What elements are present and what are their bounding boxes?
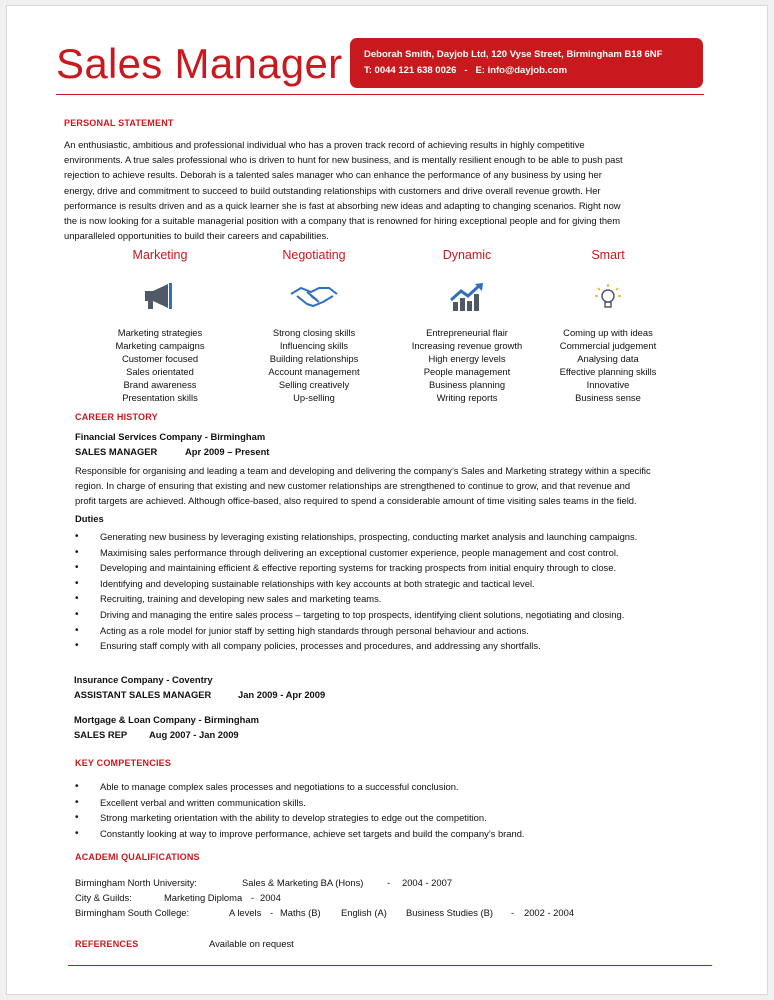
dash: - (511, 907, 515, 918)
qualification-institution: City & Guilds: (75, 892, 132, 903)
references-heading: REFERENCES (75, 939, 139, 949)
dash: - (251, 892, 255, 903)
job2-company: Insurance Company - Coventry (74, 674, 213, 685)
description-line: profit targets are achieved. Although office-based, also required to spend a considerable amount of time visiting sales teams in the field. (75, 495, 637, 507)
skill-column-dynamic (392, 248, 542, 404)
list-item: • Able to manage complex sales processes and negotiations to a successful conclusion. (75, 779, 525, 795)
statement-line: rejection to achieve results. Deborah is a talented sales manager who can enhance the performance of any business by using her (64, 169, 602, 181)
skill-column-marketing (85, 248, 235, 404)
list-item: • Recruiting, training and developing new sales and marketing teams. (75, 591, 637, 607)
skill-item: Effective planning skills (559, 366, 657, 377)
skill-list (85, 326, 235, 404)
list-item: • Driving and managing the entire sales process – targeting to top prospects, identifying client solutions, negotiating and closing. (75, 607, 637, 623)
skill-item: Strong closing skills (272, 327, 356, 338)
skill-item: Customer focused (121, 353, 199, 364)
personal-statement-text (64, 137, 623, 243)
qualification-detail: Marketing Diploma (164, 892, 243, 903)
skill-item: Increasing revenue growth (411, 340, 523, 351)
lightbulb-icon (533, 268, 683, 326)
list-item: • Ensuring staff comply with all company policies, processes and procedures, and addressing any shortfalls. (75, 638, 637, 654)
duties-label: Duties (75, 513, 104, 524)
skill-item: Commercial judgement (559, 340, 657, 351)
job3-role: SALES REP (74, 729, 128, 740)
job1-role: SALES MANAGER (75, 446, 158, 457)
skill-item: Innovative (586, 379, 630, 390)
contact-box (350, 38, 703, 88)
qualification-years: 2002 - 2004 (524, 907, 575, 918)
skill-column-negotiating (239, 248, 389, 404)
qualification-years: 2004 - 2007 (402, 877, 453, 888)
skill-item: Coming up with ideas (563, 327, 653, 338)
qualification-detail: Sales & Marketing BA (Hons) (242, 877, 364, 888)
job2-dates: Jan 2009 - Apr 2009 (238, 689, 326, 700)
skill-title: Smart (591, 248, 625, 262)
skill-item: High energy levels (428, 353, 506, 364)
page-title: Sales Manager (56, 40, 343, 87)
skill-item: Selling creatively (278, 379, 350, 390)
list-item: • Identifying and developing sustainable relationships with key accounts at both strategic and tactical level. (75, 576, 637, 592)
description-line: Responsible for organising and leading a team and developing and delivering the company’s Sales and Marketing strategy within a specific (75, 465, 651, 476)
skill-item: Entrepreneurial flair (426, 327, 508, 338)
qualification-detail: Business Studies (B) (406, 907, 494, 918)
qualification-detail: Maths (B) (280, 907, 321, 918)
qualification-years: 2004 (260, 892, 281, 903)
job1-company: Financial Services Company - Birmingham (75, 431, 266, 442)
competencies-list (75, 779, 525, 841)
skill-item: Business sense (575, 392, 641, 403)
skill-column-smart (533, 248, 683, 404)
skill-list (239, 326, 389, 404)
qualification-detail: A levels (229, 907, 262, 918)
skill-list (392, 326, 542, 404)
job1-dates: Apr 2009 – Present (185, 446, 270, 457)
statement-line: energy, drive and commitment to succeed to build outstanding relationships with customers and drive overall revenue growth. Her (64, 184, 601, 196)
job1-description (75, 463, 651, 509)
references-text: Available on request (209, 938, 294, 949)
description-line: region. In charge of ensuring that existing and new customer relationships are strengthened to continue to grow, and that revenue and (75, 480, 631, 492)
contact-phone-email: T: 0044 121 638 0026 - E: info@dayjob.com (364, 65, 568, 76)
dash: - (387, 877, 391, 888)
statement-line: unparalleled opportunities to build their careers and capabilities. (64, 230, 329, 242)
personal-statement-heading: PERSONAL STATEMENT (64, 118, 174, 128)
skill-item: Brand awareness (123, 379, 197, 390)
statement-line: performance is results driven and as a quick learner she is fast at absorbing new ideas and adapting to changing scenarios. Right now (64, 199, 621, 211)
skill-title: Dynamic (442, 248, 492, 262)
statement-line: environments. A true sales professional who is driven to hunt for new business, and is mentally resilient enough to be able to push past (64, 154, 623, 166)
megaphone-icon (85, 268, 235, 326)
duties-list (75, 529, 637, 654)
list-item: • Developing and maintaining efficient & effective reporting systems for tracking prospects from initial enquiry through to close. (75, 560, 637, 576)
job3-company: Mortgage & Loan Company - Birmingham (74, 714, 259, 725)
skill-title: Marketing (132, 248, 188, 262)
qualification-institution: Birmingham North University: (75, 877, 197, 888)
skill-item: Analysing data (577, 353, 639, 364)
list-item: • Constantly looking at way to improve performance, achieve set targets and build the company’s brand. (75, 826, 525, 842)
list-item: • Excellent verbal and written communication skills. (75, 795, 525, 811)
skill-item: Marketing campaigns (115, 340, 205, 351)
list-item: • Acting as a role model for junior staff by setting high standards through personal behaviour and actions. (75, 623, 637, 639)
statement-line: An enthusiastic, ambitious and professional individual who has a proven track record of achieving results in highly competitive (64, 139, 585, 150)
list-item: • Generating new business by leveraging existing relationships, prospecting, conducting market analysis and launching campaigns. (75, 529, 637, 545)
skill-title: Negotiating (282, 248, 346, 262)
skill-item: Writing reports (436, 392, 498, 403)
growth-chart-icon (392, 268, 542, 326)
skill-item: Influencing skills (279, 340, 349, 351)
skill-item: Up-selling (293, 392, 335, 403)
key-competencies-heading: KEY COMPETENCIES (75, 758, 172, 768)
job2-role: ASSISTANT SALES MANAGER (74, 689, 212, 700)
handshake-icon (239, 268, 389, 326)
header-divider (56, 94, 704, 95)
list-item: • Strong marketing orientation with the ability to develop strategies to edge out the competition. (75, 810, 525, 826)
statement-line: the is now looking for a suitable managerial position with a company that is renowned for hiring exceptional people and for giving them (64, 215, 621, 227)
qualification-institution: Birmingham South College: (75, 907, 190, 918)
skill-item: Business planning (428, 379, 506, 390)
career-history-heading: CAREER HISTORY (75, 412, 158, 422)
skill-item: Account management (268, 366, 360, 377)
skill-item: Sales orientated (126, 366, 194, 377)
job3-dates: Aug 2007 - Jan 2009 (149, 729, 239, 740)
contact-address: Deborah Smith, Dayjob Ltd, 120 Vyse Street, Birmingham B18 6NF (364, 49, 663, 60)
list-item: • Maximising sales performance through delivering an exceptional customer experience, people management and cost control. (75, 545, 637, 561)
qualifications-heading: ACADEMI QUALIFICATIONS (75, 852, 200, 862)
skill-item: People management (423, 366, 511, 377)
skill-item: Presentation skills (122, 392, 198, 403)
skill-list (533, 326, 683, 404)
footer-divider (68, 965, 712, 966)
skill-item: Building relationships (269, 353, 359, 364)
skill-item: Marketing strategies (117, 327, 203, 338)
dash: - (270, 907, 274, 918)
qualification-detail: English (A) (341, 907, 387, 918)
